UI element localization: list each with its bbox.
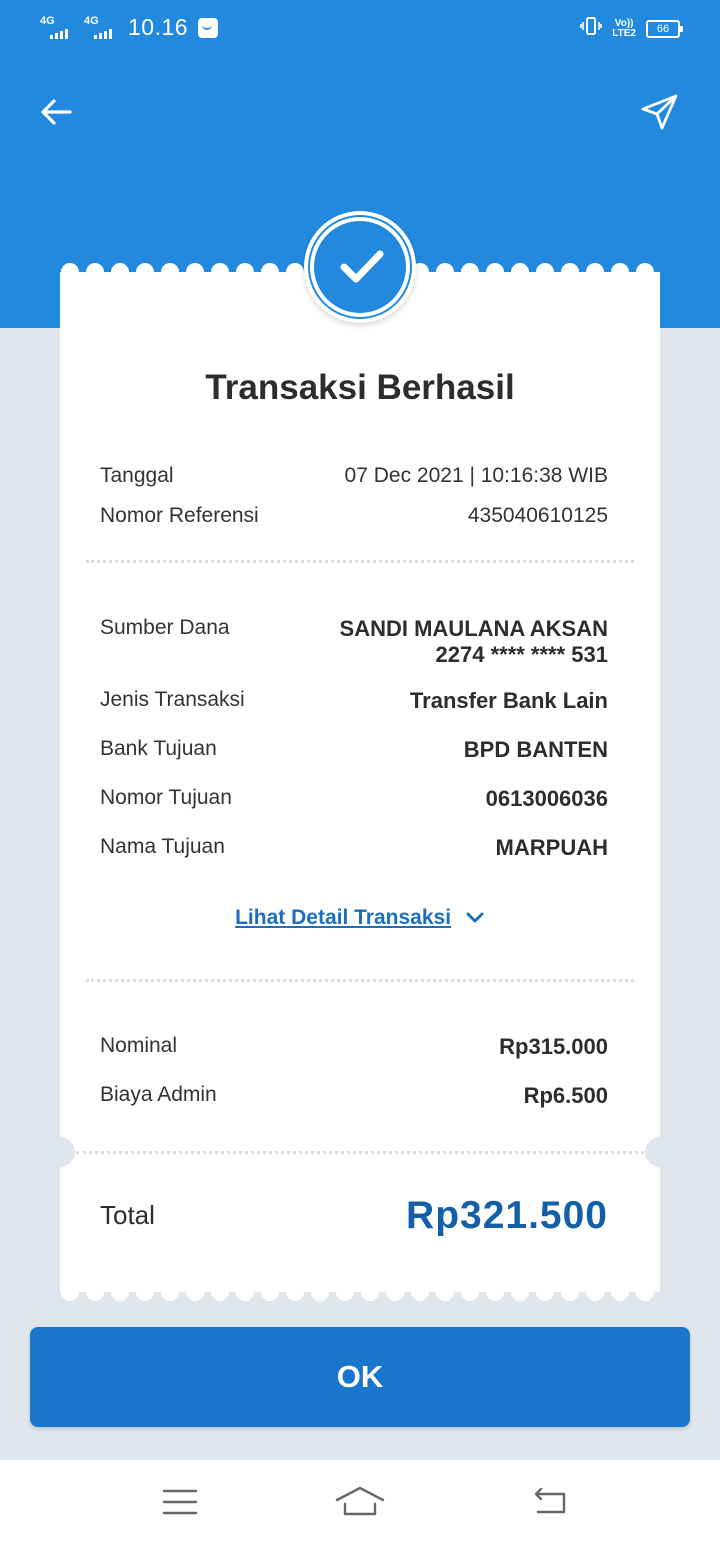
vibrate-icon: [580, 16, 602, 42]
sumber-dana-account: 2274 **** **** 531: [435, 642, 608, 667]
bank-tujuan-value: BPD BANTEN: [463, 737, 608, 762]
battery-icon: 66: [646, 20, 680, 38]
nomor-tujuan-label: Nomor Tujuan: [100, 786, 232, 809]
lte-label: LTE2: [612, 28, 636, 39]
signal-icon: [40, 15, 74, 41]
network-type: 4G: [84, 14, 99, 27]
back-nav-icon[interactable]: [530, 1486, 570, 1518]
detail-transaksi-link[interactable]: [60, 906, 660, 930]
volte-label: Vo)): [614, 18, 634, 29]
sumber-dana-label: Sumber Dana: [100, 616, 230, 639]
bank-tujuan-label: Bank Tujuan: [100, 737, 217, 760]
detail-link-label: Lihat Detail Transaksi: [235, 906, 452, 929]
volte-indicator: [612, 19, 636, 39]
row-tanggal: [100, 464, 608, 488]
jenis-transaksi-value: Transfer Bank Lain: [409, 688, 608, 713]
nominal-value: Rp315.000: [499, 1034, 608, 1059]
sumber-dana-name: SANDI MAULANA AKSAN: [339, 616, 608, 641]
divider: [76, 1151, 644, 1154]
tanggal-value: 07 Dec 2021 | 10:16:38 WIB: [344, 464, 608, 487]
network-type: 4G: [40, 14, 55, 27]
total-label: Total: [100, 1200, 155, 1230]
notification-icon: [198, 18, 218, 38]
signal-icon: [84, 15, 118, 41]
referensi-value: 435040610125: [467, 504, 608, 527]
row-biaya-admin: [100, 1083, 608, 1109]
checkmark-icon: [338, 247, 386, 287]
row-referensi: [100, 504, 608, 528]
page-title: Transaksi Berhasil: [205, 368, 515, 407]
row-nomor-tujuan: [100, 786, 608, 812]
biaya-admin-value: Rp6.500: [523, 1083, 608, 1108]
share-button[interactable]: [638, 90, 682, 134]
receipt-card: [60, 272, 660, 1292]
nominal-label: Nominal: [100, 1034, 178, 1057]
ok-button[interactable]: OK: [30, 1327, 690, 1427]
nama-tujuan-label: Nama Tujuan: [100, 835, 225, 858]
row-nominal: [100, 1034, 608, 1060]
success-badge: [304, 211, 416, 323]
arrow-left-icon: [36, 92, 76, 132]
back-button[interactable]: [36, 92, 76, 132]
nomor-tujuan-value: 0613006036: [485, 786, 608, 811]
jenis-transaksi-label: Jenis Transaksi: [100, 688, 245, 711]
sumber-dana-value: [340, 616, 608, 668]
home-icon[interactable]: [334, 1484, 386, 1518]
row-jenis-transaksi: [100, 688, 608, 714]
tanggal-label: Tanggal: [100, 464, 174, 487]
divider: [86, 560, 634, 563]
system-nav-bar: [0, 1460, 720, 1544]
total-value: Rp321.500: [406, 1194, 608, 1237]
receipt-notch-right: [645, 1137, 675, 1167]
send-icon: [638, 90, 682, 134]
receipt-scallop-bottom: [60, 1286, 660, 1302]
biaya-admin-label: Biaya Admin: [100, 1083, 217, 1106]
row-sumber-dana: [100, 616, 608, 668]
status-time: 10.16: [128, 14, 189, 40]
divider: [86, 979, 634, 982]
referensi-label: Nomor Referensi: [100, 504, 259, 527]
chevron-down-icon: [465, 911, 485, 925]
status-bar: [0, 0, 720, 56]
receipt-notch-left: [45, 1137, 75, 1167]
nama-tujuan-value: MARPUAH: [495, 835, 608, 860]
row-nama-tujuan: [100, 835, 608, 861]
menu-icon[interactable]: [162, 1488, 198, 1516]
row-bank-tujuan: [100, 737, 608, 763]
